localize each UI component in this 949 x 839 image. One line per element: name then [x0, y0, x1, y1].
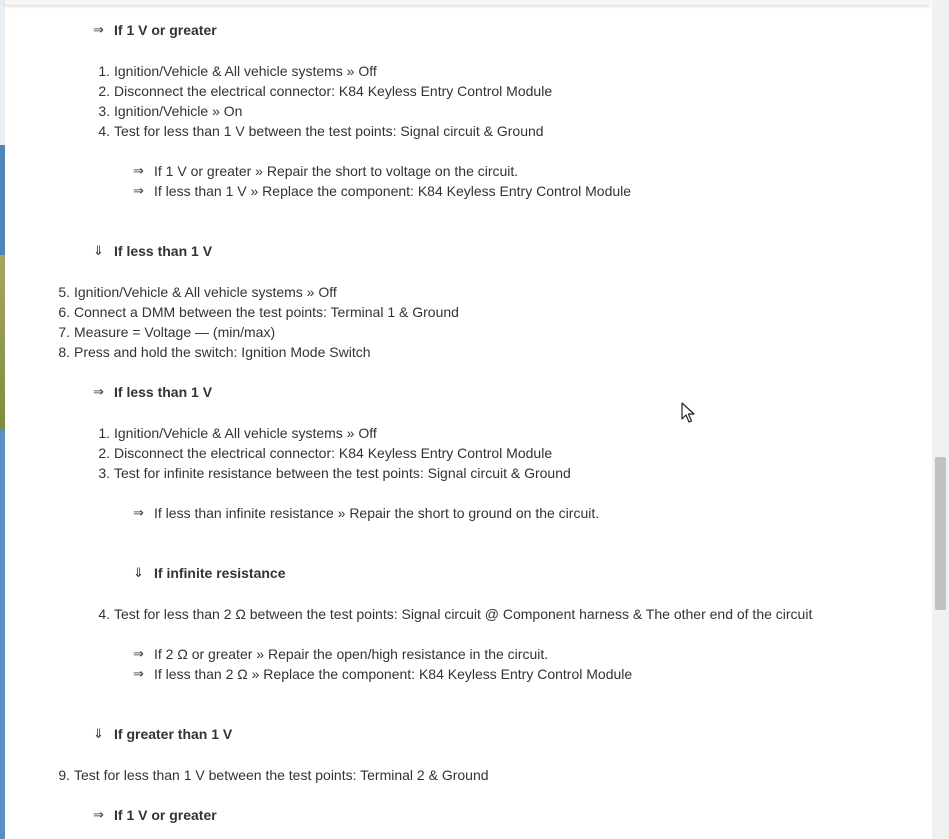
condition-label: If greater than 1 V: [114, 726, 233, 742]
result-text: If less than 1 V » Replace the component: K84 Keyless Entry Control Module: [154, 183, 632, 199]
result-text: If 1 V or greater » Repair the short to voltage on the circuit.: [154, 163, 519, 179]
result-text: If 2 Ω or greater » Repair the open/high resistance in the circuit.: [154, 646, 549, 662]
step-text: Connect a DMM between the test points: Terminal 1 & Ground: [74, 304, 459, 320]
step-text: Test for less than 1 V between the test points: Terminal 2 & Ground: [74, 767, 489, 783]
arrow-right-icon: ⇒: [133, 646, 144, 661]
step-number: 9.: [58, 767, 70, 783]
step-number: 1.: [98, 63, 110, 79]
background-segment: [0, 145, 5, 255]
step-text: Press and hold the switch: Ignition Mode Switch: [74, 344, 371, 360]
step-number: 6.: [58, 304, 70, 320]
arrow-down-icon: ⇓: [93, 243, 104, 258]
arrow-right-icon: ⇒: [93, 807, 104, 822]
background-strip: [0, 0, 5, 839]
step-text: Measure = Voltage — (min/max): [74, 324, 276, 340]
step-text: Disconnect the electrical connector: K84 Keyless Entry Control Module: [114, 83, 553, 99]
header-edge: [5, 0, 930, 5]
condition-label: If 1 V or greater: [114, 22, 217, 38]
step-number: 5.: [58, 284, 70, 300]
step-number: 4.: [98, 123, 110, 139]
arrow-right-icon: ⇒: [133, 666, 144, 681]
arrow-right-icon: ⇒: [133, 183, 144, 198]
condition-label: If 1 V or greater: [114, 807, 217, 823]
step-number: 3.: [98, 103, 110, 119]
step-number: 4.: [98, 606, 110, 622]
condition-label: If infinite resistance: [154, 565, 286, 581]
mouse-pointer-icon: [681, 402, 695, 424]
arrow-right-icon: ⇒: [93, 22, 104, 37]
step-number: 7.: [58, 324, 70, 340]
step-text: Test for less than 1 V between the test points: Signal circuit & Ground: [114, 123, 544, 139]
background-segment: [0, 0, 5, 145]
step-text: Ignition/Vehicle » On: [114, 103, 243, 119]
background-segment: [0, 430, 5, 839]
arrow-down-icon: ⇓: [93, 726, 104, 741]
step-number: 3.: [98, 465, 110, 481]
step-text: Ignition/Vehicle & All vehicle systems » Off: [114, 63, 377, 79]
step-number: 2.: [98, 83, 110, 99]
background-segment: [0, 255, 5, 430]
arrow-right-icon: ⇒: [133, 163, 144, 178]
step-number: 8.: [58, 344, 70, 360]
step-text: Ignition/Vehicle & All vehicle systems » Off: [114, 425, 377, 441]
condition-label: If less than 1 V: [114, 384, 213, 400]
step-number: 1.: [98, 425, 110, 441]
step-text: Ignition/Vehicle & All vehicle systems » Off: [74, 284, 337, 300]
arrow-down-icon: ⇓: [133, 565, 144, 580]
arrow-right-icon: ⇒: [133, 505, 144, 520]
step-number: 2.: [98, 445, 110, 461]
result-text: If less than infinite resistance » Repair the short to ground on the circuit.: [154, 505, 600, 521]
scrollbar-thumb[interactable]: [935, 457, 946, 610]
result-text: If less than 2 Ω » Replace the component: K84 Keyless Entry Control Module: [154, 666, 633, 682]
arrow-right-icon: ⇒: [93, 384, 104, 399]
vertical-scrollbar[interactable]: [932, 0, 949, 839]
condition-label: If less than 1 V: [114, 243, 213, 259]
step-text: Test for less than 2 Ω between the test points: Signal circuit @ Component harness & The other end of the circuit: [114, 606, 813, 622]
step-text: Test for infinite resistance between the test points: Signal circuit & Ground: [114, 465, 571, 481]
step-text: Disconnect the electrical connector: K84 Keyless Entry Control Module: [114, 445, 553, 461]
